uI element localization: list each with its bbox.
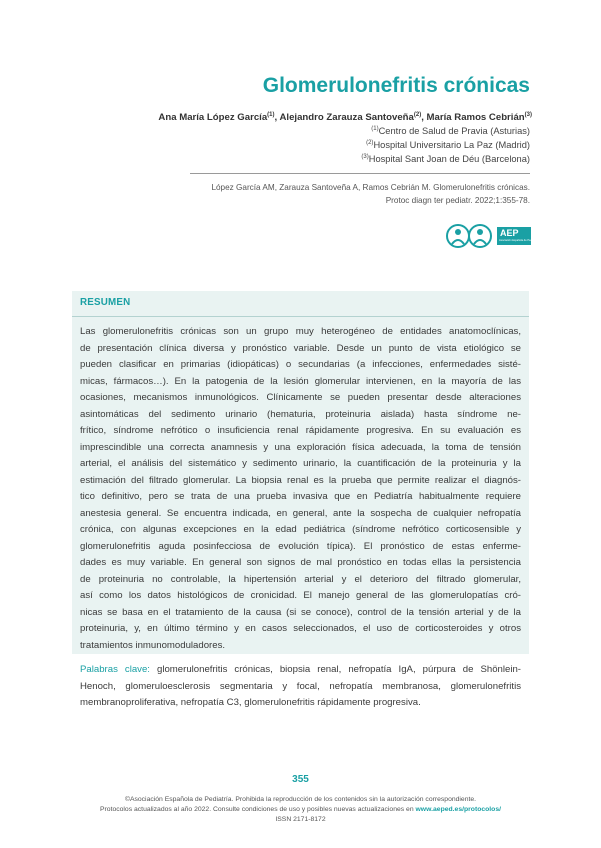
- abstract-line: asintomáticas del sedimento urinario (hematuria, proteinuria aislada) hasta síndrome ne-: [80, 408, 521, 420]
- author-affiliation-mark: (3): [524, 112, 532, 118]
- abstract-line: glomerulonefritis aguda posinfecciosa de evolución típica). El pronóstico de estas enferme-: [80, 540, 521, 552]
- keywords-line: membranoproliferativa, nefropatía C3, glomerulonefritis rápidamente progresiva.: [80, 697, 421, 708]
- footer-update-line: [0, 806, 601, 813]
- abstract-line: ocasiones, mecanismos inmunológicos. Clínicamente se pueden presentar desde alteraciones: [80, 392, 521, 403]
- footer-update-text: Protocolos actualizados al año 2022. Consulte condiciones de uso y posibles nuevas actualizaciones en: [100, 806, 416, 813]
- abstract-line: crónica, con algunas excepciones en la edad pediátrica (síndrome nefrótico corticosensible y: [80, 524, 521, 535]
- author-affiliation-mark: (2): [413, 112, 422, 118]
- abstract-line: de proteinuria no controlable, la hipertensión arterial y el deterioro del filtrado glomerular,: [80, 573, 521, 585]
- affiliation: [366, 140, 530, 150]
- abstract-heading: RESUMEN: [80, 297, 131, 308]
- copyright-line: ©Asociación Española de Pediatría. Prohibida la reproducción de los contenidos sin la autorización correspondiente.: [124, 796, 477, 803]
- abstract-line: anestesia general. Se encuentra indicada, en general, ante la sospecha de cualquier nefropatía: [80, 507, 521, 519]
- abstract-line: tratamientos inmunomoduladores.: [80, 639, 226, 651]
- keywords-text: glomerulonefritis crónicas, biopsia renal, nefropatía IgA, púrpura de Shönlein-: [149, 664, 521, 675]
- logo-subtext: Asociación Española de Pediatría: [499, 239, 538, 242]
- aep-logo: [445, 222, 538, 250]
- affiliation-mark: (3): [361, 154, 369, 160]
- author-list: Ana María López García$^{(1)}$, Alejandro Zarauza Santoveña$^{(2)}$, María Ramos Cebrián$^{(3)}$: [158, 112, 532, 124]
- abstract-line: de presentación clínica diversa y pronóstico variable. Desde un punto de vista etiológico se: [80, 342, 521, 354]
- author-affiliation-mark: (1): [267, 112, 275, 118]
- abstract-line: dades es muy variable. En general son signos de mal pronóstico en todas ellas la persistencia: [80, 557, 521, 568]
- author-name: María Ramos Cebrián: [426, 112, 525, 124]
- affiliation-text: Hospital Sant Joan de Déu (Barcelona): [368, 154, 530, 165]
- issn-line: ISSN 2171-8172: [275, 816, 326, 823]
- affiliation-text: Hospital Universitario La Paz (Madrid): [373, 140, 530, 151]
- keywords-line: Henoch, glomeruloesclerosis segmentaria y focal, nefropatía membranosa, glomerulonefritis: [80, 680, 521, 692]
- abstract-line: pueden clasificar en primarias (idiopáticas) o secundarias (a infecciones, enfermedades sisté-: [80, 359, 521, 370]
- abstract-line: estimación del filtrado glomerular. La biopsia renal es la prueba que permite realizar el diagnós-: [80, 474, 521, 486]
- abstract-line: así como los datos histológicos de cronicidad. El manejo general de las glomerulopatías cró-: [80, 590, 521, 601]
- keywords-line: [80, 662, 521, 678]
- affiliation-text: Centro de Salud de Pravia (Asturias): [378, 126, 530, 137]
- affiliation-mark: (2): [366, 140, 374, 146]
- article-title: Glomerulonefritis crónicas: [262, 74, 530, 97]
- author-name: Ana María López García: [158, 112, 268, 124]
- logo-text: AEP: [500, 228, 519, 238]
- protocols-link[interactable]: www.aeped.es/protocolos/: [415, 806, 501, 813]
- affiliation: [371, 126, 530, 136]
- page-number: 355: [292, 774, 309, 785]
- citation-divider: [190, 173, 530, 174]
- abstract-line: micas, fármacos…). En la patogenia de la lesión glomerular intervienen, en la mayoría de las: [80, 375, 521, 387]
- abstract-line: tico definitivo, pero se trata de una prueba invasiva que en Pediatría habitualmente requiere: [80, 491, 521, 502]
- abstract-line: Las glomerulonefritis crónicas son un grupo muy heterogéneo de entidades anatomoclínicas,: [80, 326, 521, 337]
- abstract-line: proteinuria, y, en último término y en casos seleccionados, el uso de corticosteroides y otros: [80, 623, 521, 634]
- keywords-label: Palabras clave:: [80, 664, 150, 675]
- author-name: Alejandro Zarauza Santoveña: [279, 112, 414, 124]
- citation-line: Protoc diagn ter pediatr. 2022;1:355-78.: [385, 196, 530, 205]
- affiliation-mark: (1): [371, 126, 379, 132]
- affiliation: [361, 154, 530, 164]
- abstract-line: frítico, síndrome nefrótico o insuficiencia renal rápidamente progresiva. En su evaluación es: [80, 425, 521, 436]
- abstract-line: imprescindible una correcta anamnesis y una exploración física adecuada, la toma de tensión: [80, 441, 521, 453]
- abstract-line: nicas se basa en el tratamiento de la causa (si se conoce), control de la tensión arterial y de la: [80, 606, 521, 618]
- abstract-line: arterial, el análisis del sistemático y sedimento urinario, la cuantificación de la proteinuria y la: [80, 458, 521, 469]
- abstract-divider: [72, 316, 529, 317]
- citation-line: López García AM, Zarauza Santoveña A, Ramos Cebrián M. Glomerulonefritis crónicas.: [211, 183, 530, 192]
